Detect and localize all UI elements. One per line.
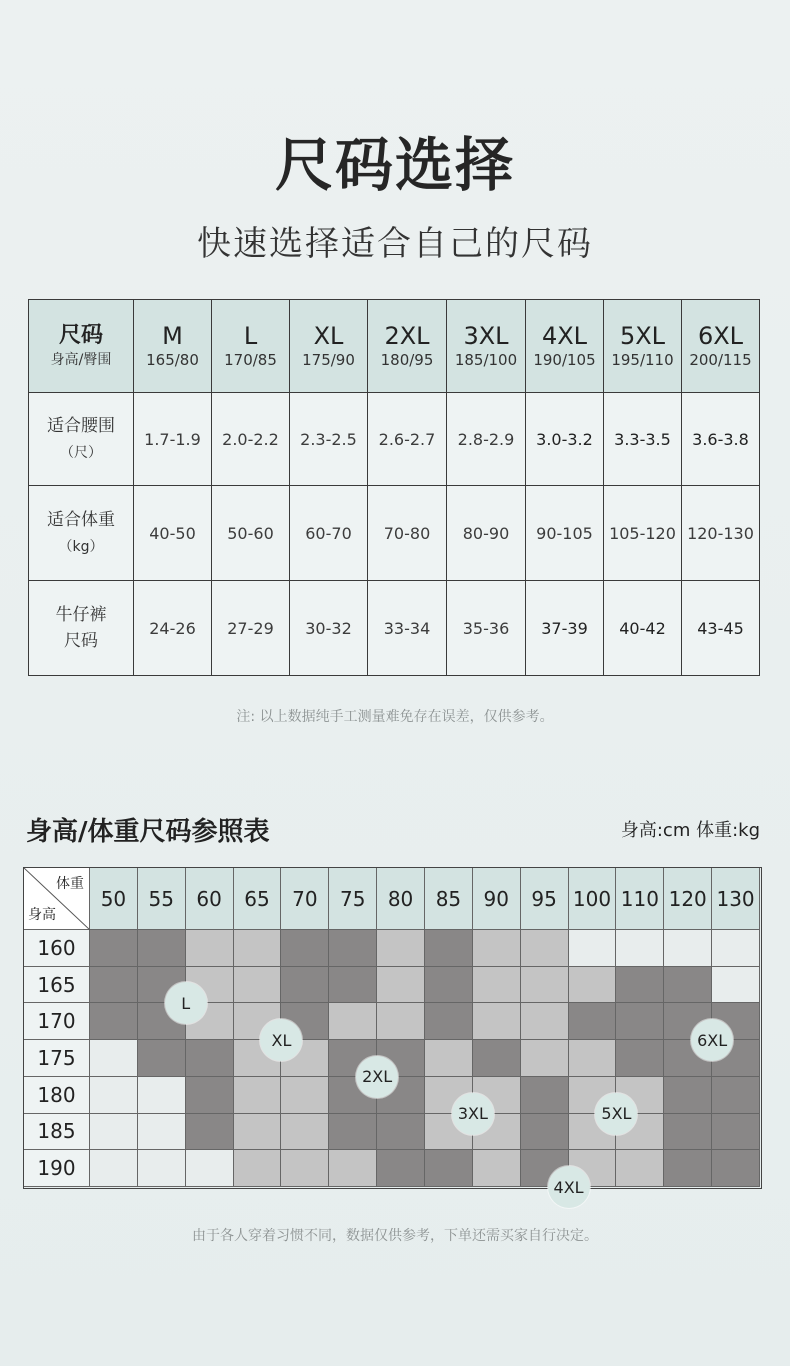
table-cell: 40-42: [604, 581, 682, 676]
grid-cell: [329, 967, 377, 1004]
table-cell: 105-120: [604, 486, 682, 581]
size-code: L: [243, 322, 258, 350]
table-cell: 30-32: [290, 581, 368, 676]
grid-cell: [425, 967, 473, 1004]
size-badge: XL: [260, 1019, 302, 1061]
grid-cell: [521, 967, 569, 1004]
height-header: 165: [24, 967, 90, 1004]
grid-cell: [616, 1003, 664, 1040]
grid-cell: [616, 967, 664, 1004]
row-header: [29, 393, 134, 486]
grid-cell: [425, 1003, 473, 1040]
size-badge: 3XL: [452, 1093, 494, 1135]
weight-header: 55: [138, 868, 186, 930]
grid-cell: [234, 1077, 282, 1114]
grid-cell: [138, 1150, 186, 1187]
grid-cell: [90, 967, 138, 1004]
size-header-sub: 身高/臀围: [50, 352, 112, 368]
size-height-hip: 185/100: [454, 351, 518, 369]
size-col-header: [212, 300, 290, 393]
grid-cell: [569, 1003, 617, 1040]
size-header-row: [29, 300, 760, 393]
grid-cell: [569, 967, 617, 1004]
row-label: 适合体重: [47, 509, 115, 530]
grid-cell: [329, 930, 377, 967]
grid-cell: [521, 930, 569, 967]
row-unit: （尺）: [60, 444, 102, 461]
weight-header: 120: [664, 868, 712, 930]
size-height-hip: 170/85: [224, 351, 277, 369]
grid-cell: [234, 967, 282, 1004]
grid-cell: [377, 1150, 425, 1187]
grid-cell: [329, 1114, 377, 1151]
row-label: 牛仔裤: [55, 605, 107, 625]
size-code: 2XL: [384, 322, 430, 350]
grid-cell: [473, 1150, 521, 1187]
chart-units: 身高:cm 体重:kg: [620, 820, 760, 841]
weight-header: 90: [473, 868, 521, 930]
grid-cell: [234, 930, 282, 967]
grid-cell: [186, 1114, 234, 1151]
table-cell: 2.3-2.5: [290, 393, 368, 486]
weight-header: 60: [186, 868, 234, 930]
table-cell: 37-39: [526, 581, 604, 676]
grid-cell: [377, 1003, 425, 1040]
grid-cell: [138, 1077, 186, 1114]
size-badge: L: [165, 982, 207, 1024]
grid-cell: [473, 967, 521, 1004]
height-header: 190: [24, 1150, 90, 1187]
grid-cell: [377, 930, 425, 967]
grid-cell: [377, 967, 425, 1004]
grid-cell: [377, 1114, 425, 1151]
size-badge: 4XL: [548, 1166, 590, 1208]
grid-cell: [425, 930, 473, 967]
grid-cell: [521, 1114, 569, 1151]
grid-cell: [90, 1003, 138, 1040]
row-unit: （kg）: [58, 538, 104, 555]
height-header: 160: [24, 930, 90, 967]
grid-cell: [186, 1150, 234, 1187]
weight-row: [29, 486, 760, 581]
grid-cell: [281, 1150, 329, 1187]
row-unit: 尺码: [64, 631, 98, 651]
size-height-hip: 175/90: [302, 351, 355, 369]
weight-header: 50: [90, 868, 138, 930]
grid-cell: [473, 930, 521, 967]
grid-cell: [425, 1040, 473, 1077]
table-cell: 33-34: [368, 581, 447, 676]
grid-cell: [90, 1114, 138, 1151]
size-header-label-cell: [29, 300, 134, 393]
size-col-header: [134, 300, 212, 393]
grid-cell: [712, 967, 760, 1004]
grid-cell: [281, 1114, 329, 1151]
table-cell: 2.6-2.7: [368, 393, 447, 486]
grid-cell: [664, 1150, 712, 1187]
height-header: 170: [24, 1003, 90, 1040]
size-badge: 2XL: [356, 1056, 398, 1098]
table-cell: 2.0-2.2: [212, 393, 290, 486]
table-cell: 60-70: [290, 486, 368, 581]
grid-cell: [712, 1150, 760, 1187]
height-header: 185: [24, 1114, 90, 1151]
size-code: 6XL: [697, 322, 744, 350]
grid-cell: [569, 1040, 617, 1077]
page-subtitle: 快速选择适合自己的尺码: [197, 224, 593, 264]
table-cell: 24-26: [134, 581, 212, 676]
grid-cell: [90, 930, 138, 967]
size-code: 3XL: [463, 322, 509, 350]
table-cell: 3.0-3.2: [526, 393, 604, 486]
size-code: M: [162, 322, 183, 350]
grid-cell: [473, 1040, 521, 1077]
waist-row: [29, 393, 760, 486]
size-col-header: [682, 300, 760, 393]
grid-cell: [281, 967, 329, 1004]
height-weight-grid: [23, 867, 762, 1197]
table-cell: 50-60: [212, 486, 290, 581]
table-cell: 80-90: [447, 486, 526, 581]
table-cell: 90-105: [526, 486, 604, 581]
grid-cell: [616, 1040, 664, 1077]
table-cell: 43-45: [682, 581, 760, 676]
grid-cell: [425, 1150, 473, 1187]
size-height-hip: 190/105: [533, 351, 596, 369]
row-header: [29, 581, 134, 676]
grid-cell: [616, 1150, 664, 1187]
weight-header: 75: [329, 868, 377, 930]
corner-weight-label: 体重: [56, 876, 84, 892]
weight-header: 100: [569, 868, 617, 930]
grid-cell: [90, 1040, 138, 1077]
chart-title: 身高/体重尺码参照表: [26, 817, 270, 847]
size-table: [28, 299, 760, 676]
grid-cell: [234, 1114, 282, 1151]
grid-cell: [616, 930, 664, 967]
grid-cell: [138, 930, 186, 967]
grid-cell: [712, 930, 760, 967]
size-col-header: [447, 300, 526, 393]
grid-cell: [281, 1077, 329, 1114]
size-col-header: [526, 300, 604, 393]
table-cell: 40-50: [134, 486, 212, 581]
table-cell: 35-36: [447, 581, 526, 676]
grid-cell: [664, 1077, 712, 1114]
grid-cell: [521, 1077, 569, 1114]
grid-cell: [234, 1150, 282, 1187]
weight-header: 65: [234, 868, 282, 930]
grid-cell: [664, 930, 712, 967]
grid-cell: [521, 1003, 569, 1040]
weight-header: 70: [281, 868, 329, 930]
measurement-note: 注: 以上数据纯手工测量难免存在误差，仅供参考。: [236, 709, 554, 725]
table-cell: 2.8-2.9: [447, 393, 526, 486]
grid-cell: [281, 930, 329, 967]
grid-cell: [138, 1040, 186, 1077]
grid-cell: [664, 1114, 712, 1151]
weight-header: 95: [521, 868, 569, 930]
grid-cell: [138, 1114, 186, 1151]
disclaimer-note: 由于各人穿着习惯不同，数据仅供参考，下单还需买家自行决定。: [192, 1228, 598, 1244]
row-label: 适合腰围: [47, 415, 115, 436]
weight-header: 130: [712, 868, 760, 930]
grid-cell: [664, 967, 712, 1004]
grid-cell: [90, 1150, 138, 1187]
size-badge: 6XL: [691, 1019, 733, 1061]
size-col-header: [604, 300, 682, 393]
grid-cell: [329, 1150, 377, 1187]
weight-header: 110: [616, 868, 664, 930]
jeans-row: [29, 581, 760, 676]
grid-cell: [186, 930, 234, 967]
size-height-hip: 200/115: [689, 351, 752, 369]
height-header: 175: [24, 1040, 90, 1077]
grid-cell: [90, 1077, 138, 1114]
grid-cell: [186, 1040, 234, 1077]
table-cell: 3.6-3.8: [682, 393, 760, 486]
corner-height-label: 身高: [28, 907, 56, 923]
size-col-header: [368, 300, 447, 393]
grid-cell: [712, 1114, 760, 1151]
table-cell: 120-130: [682, 486, 760, 581]
grid-cell: [329, 1003, 377, 1040]
grid-cell: [473, 1003, 521, 1040]
grid-cell: [712, 1077, 760, 1114]
size-badge: 5XL: [595, 1093, 637, 1135]
grid-cell: [569, 930, 617, 967]
table-cell: 3.3-3.5: [604, 393, 682, 486]
size-height-hip: 165/80: [146, 351, 199, 369]
row-header: [29, 486, 134, 581]
size-code: 4XL: [541, 322, 588, 350]
weight-header: 80: [377, 868, 425, 930]
size-col-header: [290, 300, 368, 393]
page-title: 尺码选择: [274, 131, 515, 199]
size-code: 5XL: [619, 322, 666, 350]
table-cell: 70-80: [368, 486, 447, 581]
weight-header: 85: [425, 868, 473, 930]
height-header: 180: [24, 1077, 90, 1114]
table-cell: 1.7-1.9: [134, 393, 212, 486]
size-header-label: 尺码: [58, 323, 103, 348]
grid-cell: [521, 1040, 569, 1077]
size-height-hip: 195/110: [611, 351, 674, 369]
grid-corner: [24, 868, 90, 930]
table-cell: 27-29: [212, 581, 290, 676]
size-code: XL: [313, 322, 344, 350]
size-height-hip: 180/95: [380, 351, 434, 369]
grid-cell: [186, 1077, 234, 1114]
